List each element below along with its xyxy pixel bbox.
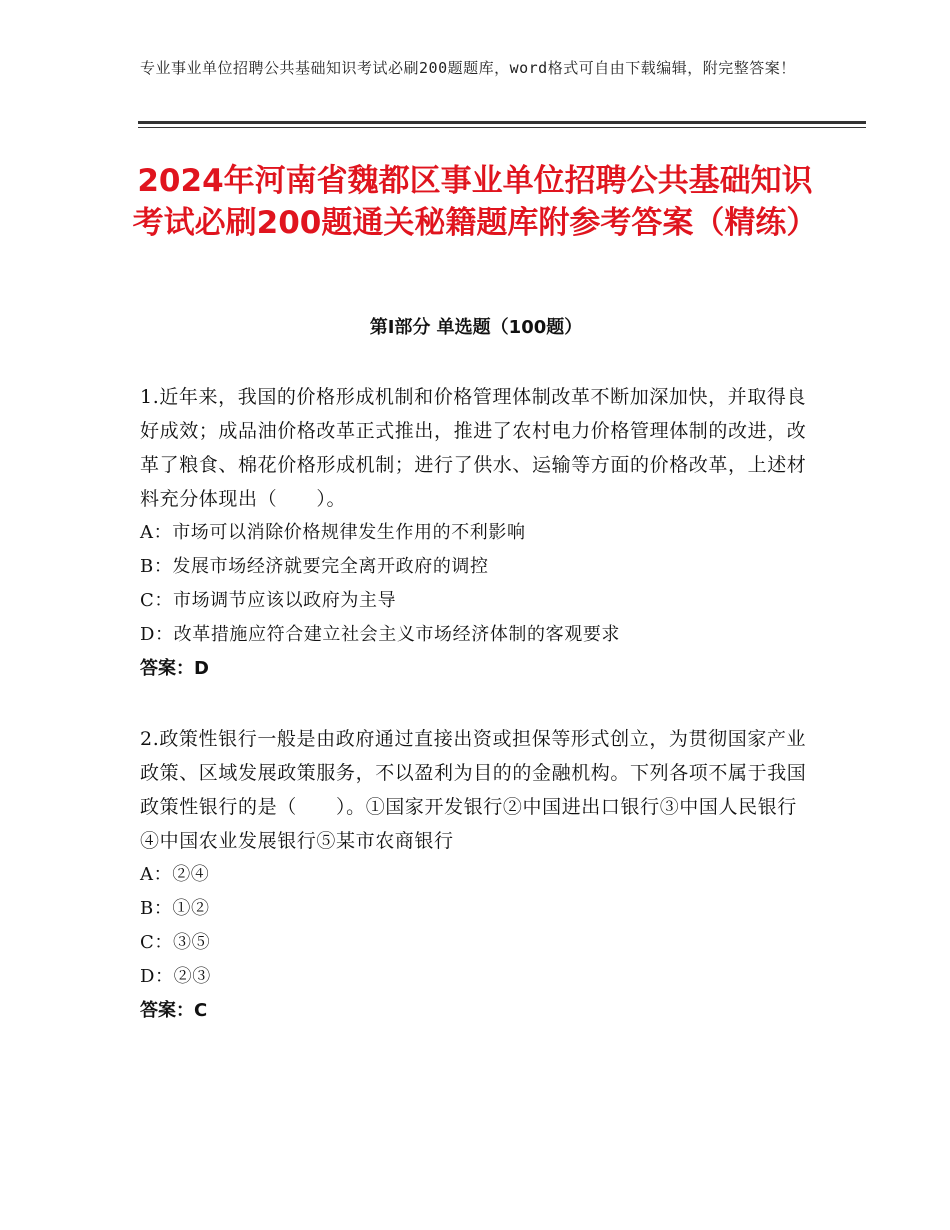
answer: 答案：C [140, 1000, 208, 1021]
option-c: C：③⑤ [140, 932, 211, 953]
option-a: A：②④ [140, 864, 210, 885]
question-stem: 2.政策性银行一般是由政府通过直接出资或担保等形式创立，为贯彻国家产业政策、区域发展政策服务，不以盈利为目的的金融机构。下列各项不属于我国政策性银行的是（ ）。①国家开发银行②中国进出口银行③中国人民银行④中国农业发展银行⑤某市农商银行 [140, 728, 807, 852]
answer: 答案：D [140, 658, 209, 679]
option-b: B：发展市场经济就要完全离开政府的调控 [140, 556, 489, 577]
header-divider-thin [138, 127, 866, 128]
section-title: 第Ⅰ部分 单选题（100题） [369, 317, 583, 338]
option-a: A：市场可以消除价格规律发生作用的不利影响 [140, 522, 526, 543]
option-c: C：市场调节应该以政府为主导 [140, 590, 397, 611]
option-b: B：①② [140, 898, 210, 919]
header-divider-thick [138, 121, 866, 124]
question-2 [140, 722, 808, 1028]
option-d: D：改革措施应符合建立社会主义市场经济体制的客观要求 [140, 624, 621, 645]
document-title: 2024年河南省魏都区事业单位招聘公共基础知识考试必刷200题通关秘籍题库附参考答案（精练） [132, 163, 818, 241]
question-1 [140, 380, 808, 686]
question-stem: 1.近年来，我国的价格形成机制和价格管理体制改革不断加深加快，并取得良好成效；成品油价格改革正式推出，推进了农村电力价格管理体制的改进，改革了粮食、棉花价格形成机制；进行了供水、运输等方面的价格改革，上述材料充分体现出（ ）。 [140, 386, 807, 510]
header-note: 专业事业单位招聘公共基础知识考试必刷200题题库，word格式可自由下载编辑，附完整答案！ [140, 59, 796, 77]
option-d: D：②③ [140, 966, 211, 987]
